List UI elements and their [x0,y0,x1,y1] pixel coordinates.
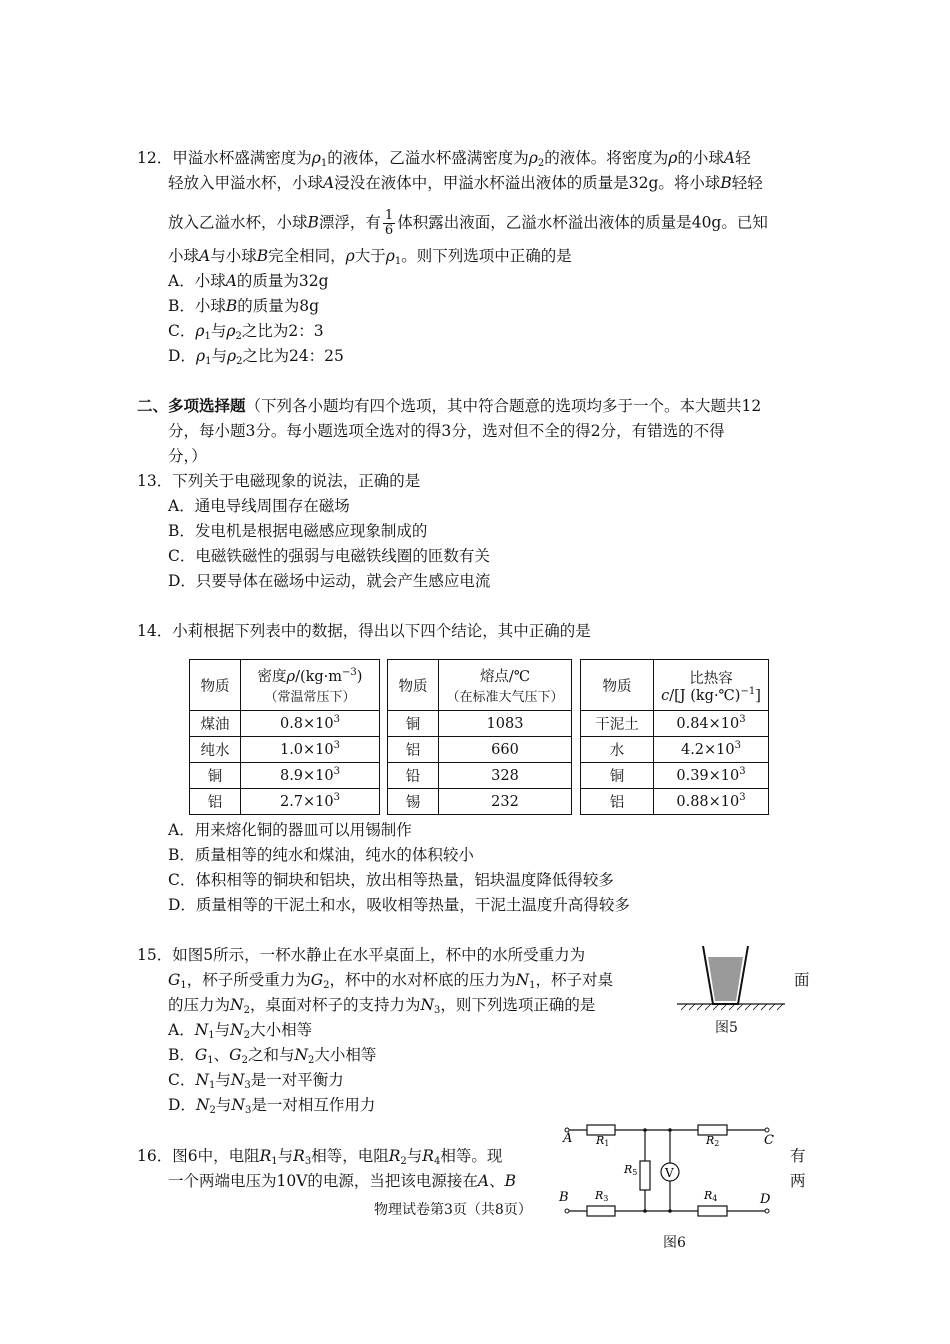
water-fill [708,957,743,1001]
melting-point-table [387,659,572,815]
density-table [189,659,380,815]
table-row: 铝 $2.7\times 10^3$ [190,789,380,815]
table-row: 铜 $0.39\times 10^3$ [581,763,769,789]
table-row: 铝 $0.88\times 10^3$ [581,789,769,815]
q12-line-2: 轻放入甲溢水杯，小球A浸没在液体中，甲溢水杯溢出液体的质量是32g。将小球B轻轻 [168,174,763,192]
q14-option-a: A．用来熔化铜的器皿可以用锡制作 [168,821,412,839]
q15-line-3: 的压力为$N_2$，桌面对杯子的支持力为$N_3$，则下列选项正确的是 [168,996,596,1016]
label-b: B [559,1190,569,1205]
q16-line-2-end: 两 [790,1172,806,1190]
figure-5-caption: 图5 [715,1020,738,1036]
q13-option-b: B．发电机是根据电磁感应现象制成的 [168,522,428,540]
q12-line-4: 小球A与小球B完全相同，ρ大于$\rho_1$。则下列选项中正确的是 [168,247,572,267]
density-table-header: 密度$\rho/(kg\cdot m^{-3})$ （常温常压下） [241,660,380,711]
q12-line-1: 12．甲溢水杯盛满密度为$\rho_1$的液体，乙溢水杯盛满密度为$\rho_2$的液体。将密度为ρ的小球A轻 [137,149,751,169]
table-row: 干泥土 $0.84\times 10^3$ [581,711,769,737]
circuit-figure [555,1118,780,1224]
resistor-r4 [698,1206,727,1216]
q13-option-d: D．只要导体在磁场中运动，就会产生感应电流 [168,572,491,590]
q12-option-c: C．$\rho_1$与$\rho_2$之比为2：3 [168,322,324,342]
label-r4: R4 [704,1189,718,1203]
page-footer: 物理试卷第3页（共8页） [374,1202,532,1218]
resistor-r3 [587,1206,615,1216]
q13-option-a: A．通电导线周围存在磁场 [168,497,350,515]
q12-option-b: B．小球B的质量为8g [168,297,320,315]
figure-6-caption: 图6 [663,1235,686,1251]
table-row: 铜 $8.9\times 10^3$ [190,763,380,789]
label-c: C [764,1133,774,1148]
label-r5: R5 [624,1163,638,1177]
section2-header: 二、多项选择题（下列各小题均有四个选项，其中符合题意的选项均多于一个。本大题共12 [137,396,762,415]
terminal-c [765,1128,769,1132]
q15-line-1: 15．如图5所示，一杯水静止在水平桌面上，杯中的水所受重力为 [137,946,586,964]
table-row: 铅 328 [388,763,572,789]
table-row: 铜 1083 [388,711,572,737]
table-row: 铝 660 [388,737,572,763]
section2-line-3: 分，） [168,447,207,465]
table-row: 纯水 $1.0\times 10^3$ [190,737,380,763]
q14-option-d: D．质量相等的干泥土和水，吸收相等热量，干泥土温度升高得较多 [168,896,630,914]
fraction-one-sixth: $\frac{1}{6}$ [384,208,394,238]
q15-option-b: B．$G_1$、$G_2$之和与$N_2$大小相等 [168,1046,377,1066]
label-r1: R1 [596,1134,610,1148]
heat-table-header-substance: 物质 [581,660,654,711]
q14-option-b: B．质量相等的纯水和煤油，纯水的体积较小 [168,846,474,864]
melting-table-header: 熔点/℃ （在标准大气压下） [439,660,572,711]
cup-on-table-figure [675,940,790,1015]
table-row: 水 $4.2\times 10^3$ [581,737,769,763]
table-row: 锡 232 [388,789,572,815]
heat-table-header: 比热容 c/[J (kg·℃)$^{-1}$] [654,660,769,711]
q15-option-a: A．$N_1$与$N_2$大小相等 [168,1021,313,1041]
specific-heat-table [580,659,769,815]
q13-option-c: C．电磁铁磁性的强弱与电磁铁线圈的匝数有关 [168,547,490,565]
section2-title: 二、多项选择题 [137,396,246,415]
section2-line-2: 分，每小题3分。每小题选项全选对的得3分，选对但不全的得2分，有错选的不得 [168,422,725,440]
voltmeter-label: V [665,1166,674,1180]
melting-table-header-substance: 物质 [388,660,439,711]
q15-option-c: C．$N_1$与$N_3$是一对平衡力 [168,1071,344,1091]
q15-line-2: $G_1$，杯子所受重力为$G_2$，杯中的水对杯底的压力为$N_1$，杯子对桌 [168,971,614,991]
terminal-b [565,1209,569,1213]
label-r2: R2 [706,1134,720,1148]
q16-line-1-end: 有 [790,1147,806,1165]
q16-line-1: 16．图6中，电阻$R_1$与$R_3$相等，电阻$R_2$与$R_4$相等。现 [137,1147,503,1167]
q16-line-2: 一个两端电压为10V的电源，当把该电源接在A、B [168,1172,517,1190]
q15-option-d: D．$N_2$与$N_3$是一对相互作用力 [168,1096,376,1116]
q14-stem: 14．小莉根据下列表中的数据，得出以下四个结论，其中正确的是 [137,622,591,640]
q12-line-3: 放入乙溢水杯，小球B漂浮，有 $\frac{1}{6}$ 体积露出液面，乙溢水杯溢出液体的质量是40g。已知 [168,208,768,238]
terminal-d [765,1209,769,1213]
q13-stem: 13．下列关于电磁现象的说法，正确的是 [137,472,421,490]
resistor-r5 [640,1161,650,1190]
table-row: 煤油 $0.8\times 10^3$ [190,711,380,737]
label-r3: R3 [595,1189,609,1203]
q14-option-c: C．体积相等的铜块和铝块，放出相等热量，铝块温度降低得较多 [168,871,614,889]
q12-option-a: A．小球A的质量为32g [168,272,329,290]
label-d: D [760,1192,771,1207]
density-table-header-substance: 物质 [190,660,241,711]
q15-line-2-end: 面 [794,971,810,989]
q12-option-d: D．$\rho_1$与$\rho_2$之比为24：25 [168,347,344,367]
label-a: A [563,1131,573,1146]
